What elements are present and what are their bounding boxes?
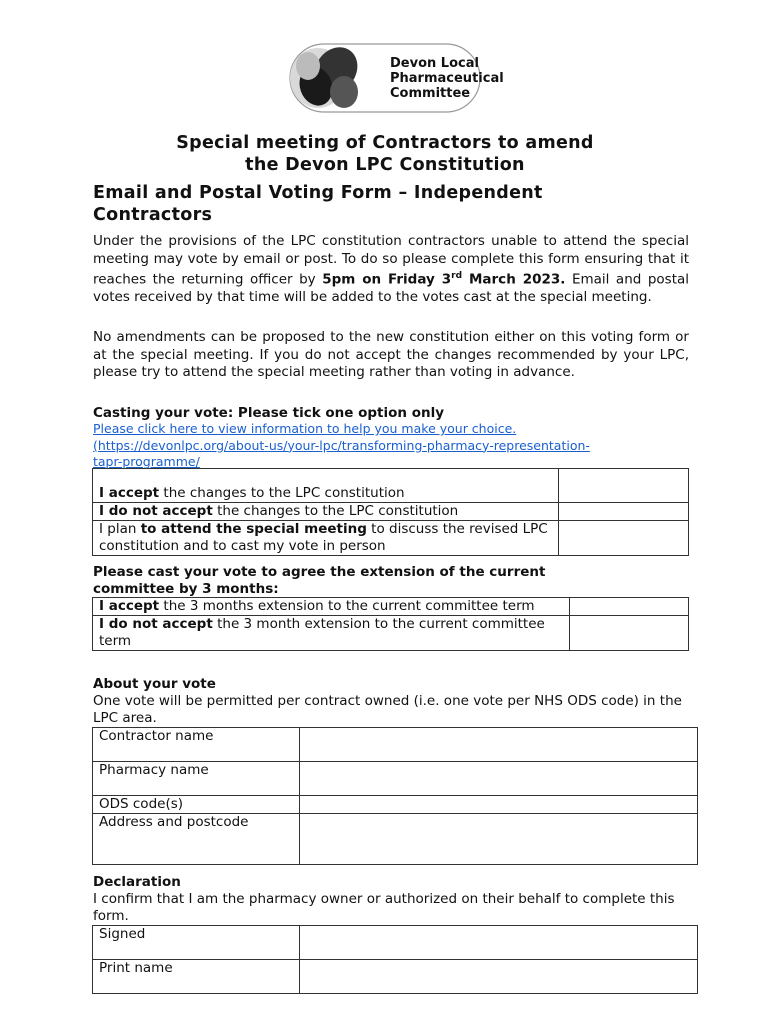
constitution-vote-table xyxy=(92,468,689,556)
field-label: Contractor name xyxy=(93,728,300,762)
about-text: One vote will be permitted per contract owned (i.e. one vote per NHS ODS code) in the LPC area. xyxy=(93,693,682,726)
vote-option-label: I do not accept the 3 month extension to the current committee term xyxy=(93,616,570,651)
field-label: Pharmacy name xyxy=(93,762,300,796)
deadline-text: 5pm on Friday 3 xyxy=(322,271,452,288)
form-subtitle xyxy=(93,182,693,226)
title-line: the Devon LPC Constitution xyxy=(245,155,525,175)
extension-vote-table xyxy=(92,597,689,651)
field-label: Signed xyxy=(93,926,300,960)
table-row xyxy=(93,762,698,796)
vote-tick-box[interactable] xyxy=(570,616,689,651)
table-row xyxy=(93,469,689,503)
logo-line: Pharmaceutical xyxy=(390,71,504,86)
deadline-text: March 2023. xyxy=(462,271,566,288)
heading-line: committee by 3 months: xyxy=(93,581,279,597)
intro-text: Email and postal votes received by that time will be added to the votes cast at the special meeting. xyxy=(93,271,690,305)
vote-tick-box[interactable] xyxy=(559,521,689,556)
logo-line: Devon Local xyxy=(390,56,479,71)
table-row xyxy=(93,926,698,960)
field-label: Address and postcode xyxy=(93,814,300,865)
signature-input[interactable] xyxy=(300,926,698,960)
logo-text xyxy=(390,56,504,101)
title-line: Special meeting of Contractors to amend xyxy=(176,133,594,153)
intro-paragraph xyxy=(93,233,689,307)
about-heading: About your vote xyxy=(93,676,216,692)
subtitle-line: Email and Postal Voting Form – Independent xyxy=(93,183,543,203)
logo-line: Committee xyxy=(390,86,471,101)
extension-heading xyxy=(93,564,545,598)
table-row xyxy=(93,598,689,616)
table-row xyxy=(93,728,698,762)
vote-option-label: I accept the 3 months extension to the current committee term xyxy=(93,598,570,616)
link-line[interactable]: tapr-programme/ xyxy=(93,454,200,469)
field-label: ODS code(s) xyxy=(93,796,300,814)
deadline-sup: rd xyxy=(451,271,463,281)
pharmacy-name-input[interactable] xyxy=(300,762,698,796)
table-row xyxy=(93,616,689,651)
field-label: Print name xyxy=(93,960,300,994)
subtitle-line: Contractors xyxy=(93,205,213,225)
contractor-details-table xyxy=(92,727,698,865)
ods-code-input[interactable] xyxy=(300,796,698,814)
vote-option-label: I plan to attend the special meeting to discuss the revised LPC constitution and to cast my vote in person xyxy=(93,521,559,556)
page-title xyxy=(93,132,677,176)
vote-tick-box[interactable] xyxy=(559,503,689,521)
table-row xyxy=(93,521,689,556)
print-name-input[interactable] xyxy=(300,960,698,994)
address-input[interactable] xyxy=(300,814,698,865)
table-row xyxy=(93,960,698,994)
declaration-heading: Declaration xyxy=(93,874,181,890)
amendments-paragraph: No amendments can be proposed to the new constitution either on this voting form or at the special meeting. If you do not accept the changes recommended by your LPC, please try to attend the special meeting rather than voting in advance. xyxy=(93,329,689,380)
vote-option-label: I do not accept the changes to the LPC constitution xyxy=(93,503,559,521)
link-line[interactable]: (https://devonlpc.org/about-us/your-lpc/transforming-pharmacy-representation- xyxy=(93,437,590,453)
vote-tick-box[interactable] xyxy=(570,598,689,616)
declaration-table xyxy=(92,925,698,994)
contractor-name-input[interactable] xyxy=(300,728,698,762)
info-link[interactable] xyxy=(93,421,693,471)
intro-text: Under the provisions of the LPC constitution contractors unable to attend the special meeting may vote by email or post. To do so please complete this form ensuring that it reaches the returning officer by xyxy=(93,233,689,288)
casting-heading: Casting your vote: Please tick one option only xyxy=(93,405,445,421)
table-row xyxy=(93,796,698,814)
vote-option-label: I accept the changes to the LPC constitution xyxy=(93,469,559,503)
table-row xyxy=(93,814,698,865)
table-row xyxy=(93,503,689,521)
vote-tick-box[interactable] xyxy=(559,469,689,503)
declaration-text: I confirm that I am the pharmacy owner or authorized on their behalf to complete this form. xyxy=(93,891,675,924)
heading-line: Please cast your vote to agree the extension of the current xyxy=(93,564,546,580)
link-line[interactable]: Please click here to view information to help you make your choice. xyxy=(93,421,517,436)
